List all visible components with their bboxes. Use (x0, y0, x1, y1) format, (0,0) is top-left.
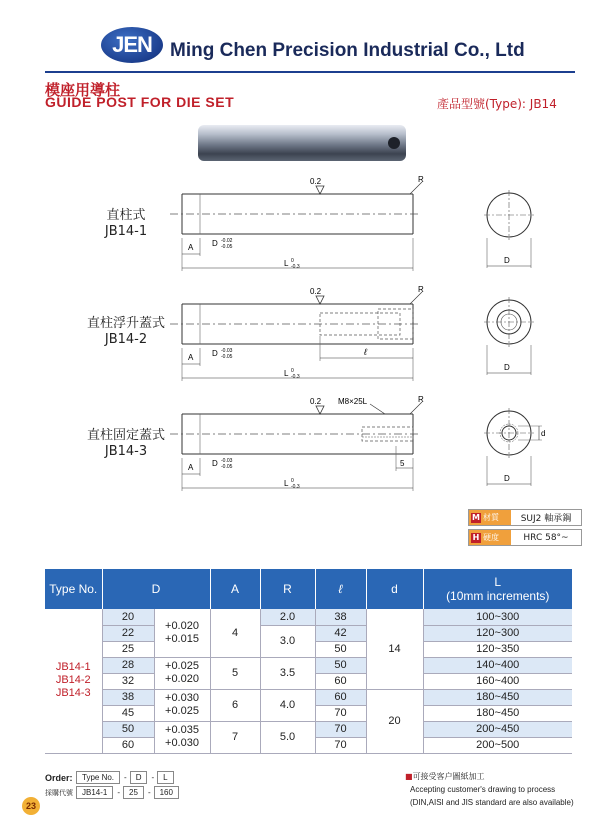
dim-5-label: 5 (400, 459, 405, 468)
order-code-label: 採購代號 (45, 788, 73, 797)
model-3: JB14-3 (55, 687, 91, 700)
drawing-jb14-1 (170, 175, 424, 276)
dim-l-tol-upper: 0 (291, 368, 294, 374)
dim-d-tol-upper: -0.03 (221, 458, 233, 464)
cell-small-l: 42 (315, 625, 366, 641)
product-title-cn: 模座用導柱 (45, 81, 121, 99)
cell-d: 60 (102, 737, 154, 753)
end-view-jb14-2 (484, 297, 544, 377)
cell-r: 4.0 (260, 689, 315, 721)
page-number: 23 (22, 797, 40, 815)
cell-r: 3.5 (260, 657, 315, 689)
end-d-label: D (504, 363, 510, 372)
cell-d: 50 (102, 721, 154, 737)
dim-d-tol-lower: -0.05 (221, 354, 233, 360)
cell-l: 100~300 (423, 609, 572, 625)
dim-l-label: L (284, 259, 289, 268)
cell-l: 200~450 (423, 721, 572, 737)
variant-2-code: JB14-2 (104, 332, 148, 347)
dim-l-label: L (284, 479, 289, 488)
tol-upper: +0.025 (165, 660, 199, 672)
radius-label: R (418, 175, 424, 184)
dim-l-tol-upper: 0 (291, 478, 294, 484)
tol-lower: +0.015 (165, 632, 199, 645)
order-type-value: JB14-1 (76, 786, 113, 799)
guide-post-photo (198, 125, 406, 161)
hardness-value: HRC 58°~ (523, 532, 569, 543)
dim-d-tol-lower: -0.05 (221, 244, 233, 250)
cell-d: 28 (102, 657, 154, 673)
order-type-box: Type No. (76, 771, 120, 784)
order-dash: - (124, 773, 127, 782)
tol-upper: +0.035 (165, 724, 199, 736)
cell-small-d: 20 (366, 689, 423, 753)
th-l-sub: (10mm increments) (446, 589, 550, 603)
th-type: Type No. (45, 569, 102, 609)
variant-1-code: JB14-1 (104, 224, 148, 239)
company-logo (101, 27, 163, 63)
flatness-label: 0.2 (310, 177, 322, 186)
end-view-jb14-3 (484, 408, 554, 488)
order-dash: - (117, 788, 121, 797)
cell-a: 6 (210, 689, 260, 721)
cell-r: 5.0 (260, 721, 315, 753)
cell-d: 38 (102, 689, 154, 705)
th-small-d: d (366, 569, 423, 609)
product-title-en: GUIDE POST FOR DIE SET (45, 94, 235, 110)
cell-tol (154, 721, 210, 753)
cell-d: 20 (102, 609, 154, 625)
dim-a-label: A (188, 463, 194, 472)
tol-lower: +0.020 (165, 673, 199, 685)
order-l-value: 160 (154, 786, 179, 799)
order-l-box: L (157, 771, 173, 784)
cell-small-l: 70 (315, 721, 366, 737)
note-cn-text: 可接受客户圖紙加工 (412, 772, 485, 781)
th-l-label: L (494, 575, 502, 589)
order-example (45, 770, 180, 800)
hardness-tag-label: 硬度 (483, 533, 499, 542)
dim-small-l-label: ℓ (364, 347, 367, 357)
cell-l: 200~500 (423, 737, 572, 753)
cell-small-d: 14 (366, 609, 423, 689)
order-d-box: D (130, 771, 148, 784)
dim-a-label: A (188, 353, 194, 362)
model-2: JB14-2 (55, 674, 91, 687)
cell-small-l: 70 (315, 737, 366, 753)
order-d-value: 25 (123, 786, 144, 799)
dim-d-tol-upper: -0.03 (221, 348, 233, 354)
table-row (45, 721, 572, 737)
variant-1-name: 直柱式 (106, 208, 146, 223)
cell-l: 120~300 (423, 625, 572, 641)
note-bullet: ■ (405, 772, 413, 781)
cell-r: 2.0 (260, 609, 315, 625)
order-dash: - (147, 788, 151, 797)
dim-d-label: D (212, 239, 218, 248)
th-a: A (210, 569, 260, 609)
model-cell (45, 609, 102, 753)
material-row (468, 509, 582, 526)
table-row (45, 657, 572, 673)
end-d-label: D (504, 256, 510, 265)
dim-l-tol-lower: -0.3 (291, 484, 300, 490)
cell-l: 180~450 (423, 705, 572, 721)
header-divider (45, 71, 575, 73)
material-tag-label: 材質 (483, 513, 499, 522)
cell-d: 22 (102, 625, 154, 641)
cell-small-l: 60 (315, 689, 366, 705)
end-d-label: D (504, 474, 510, 483)
drawing-jb14-3 (170, 395, 424, 496)
cell-d: 32 (102, 673, 154, 689)
material-spec (468, 509, 582, 549)
cell-small-l: 50 (315, 641, 366, 657)
end-view-jb14-1 (484, 190, 544, 270)
end-d-small-label: d (541, 429, 546, 438)
dim-l-tol-upper: 0 (291, 258, 294, 264)
thread-label: M8×25L (338, 397, 368, 406)
cell-l: 180~450 (423, 689, 572, 705)
cell-d: 25 (102, 641, 154, 657)
dim-d-label: D (212, 459, 218, 468)
dim-l-label: L (284, 369, 289, 378)
note-custom-drawing-en: Accepting customer's drawing to process (410, 785, 556, 794)
cell-tol (154, 657, 210, 689)
material-value: SUJ2 軸承鋼 (520, 514, 572, 524)
cell-small-l: 60 (315, 673, 366, 689)
cell-tol (154, 689, 210, 721)
cell-l: 140~400 (423, 657, 572, 673)
logo-text: JEN (112, 32, 152, 57)
radius-label: R (418, 395, 424, 404)
dim-l-tol-lower: -0.3 (291, 264, 300, 270)
tol-upper: +0.030 (165, 692, 199, 704)
order-label: Order: (45, 772, 73, 783)
cell-small-l: 50 (315, 657, 366, 673)
variant-2-name: 直柱浮升蓋式 (86, 316, 165, 331)
company-name: Ming Chen Precision Industrial Co., Ltd (170, 40, 525, 61)
dim-d-tol-upper: -0.02 (221, 238, 233, 244)
th-d: D (102, 569, 210, 609)
note-custom-drawing-cn (405, 771, 485, 782)
table-row (45, 609, 572, 625)
table-row (45, 689, 572, 705)
tol-lower: +0.025 (165, 705, 199, 717)
dim-a-label: A (188, 243, 194, 252)
radius-label: R (418, 285, 424, 294)
flatness-label: 0.2 (310, 397, 322, 406)
spec-table (45, 569, 572, 754)
product-type-label: 產品型號(Type): JB14 (437, 97, 557, 111)
tol-lower: +0.030 (165, 737, 199, 749)
dim-l-tol-lower: -0.3 (291, 374, 300, 380)
th-small-l: ℓ (315, 569, 366, 609)
model-1: JB14-1 (55, 661, 91, 674)
cell-small-l: 38 (315, 609, 366, 625)
cell-a: 4 (210, 609, 260, 657)
cell-l: 120~350 (423, 641, 572, 657)
cell-a: 5 (210, 657, 260, 689)
cell-l: 160~400 (423, 673, 572, 689)
note-standards: (DIN,AISI and JIS standard are also available) (410, 798, 574, 807)
drawing-jb14-2 (170, 285, 424, 386)
hardness-tag: H (472, 533, 480, 542)
flatness-label: 0.2 (310, 287, 322, 296)
th-l (423, 569, 572, 609)
cell-tol (154, 609, 210, 657)
cell-a: 7 (210, 721, 260, 753)
dim-d-label: D (212, 349, 218, 358)
cell-small-l: 70 (315, 705, 366, 721)
tol-upper: +0.020 (165, 619, 199, 632)
hardness-row (468, 529, 582, 546)
variant-3-name: 直柱固定蓋式 (86, 428, 165, 443)
table-row (45, 625, 572, 641)
th-r: R (260, 569, 315, 609)
material-tag: M (472, 513, 480, 522)
cell-d: 45 (102, 705, 154, 721)
variant-3-code: JB14-3 (104, 444, 148, 459)
table-header (45, 569, 572, 609)
order-dash: - (151, 773, 155, 782)
cell-r: 3.0 (260, 625, 315, 657)
dim-d-tol-lower: -0.05 (221, 464, 233, 470)
